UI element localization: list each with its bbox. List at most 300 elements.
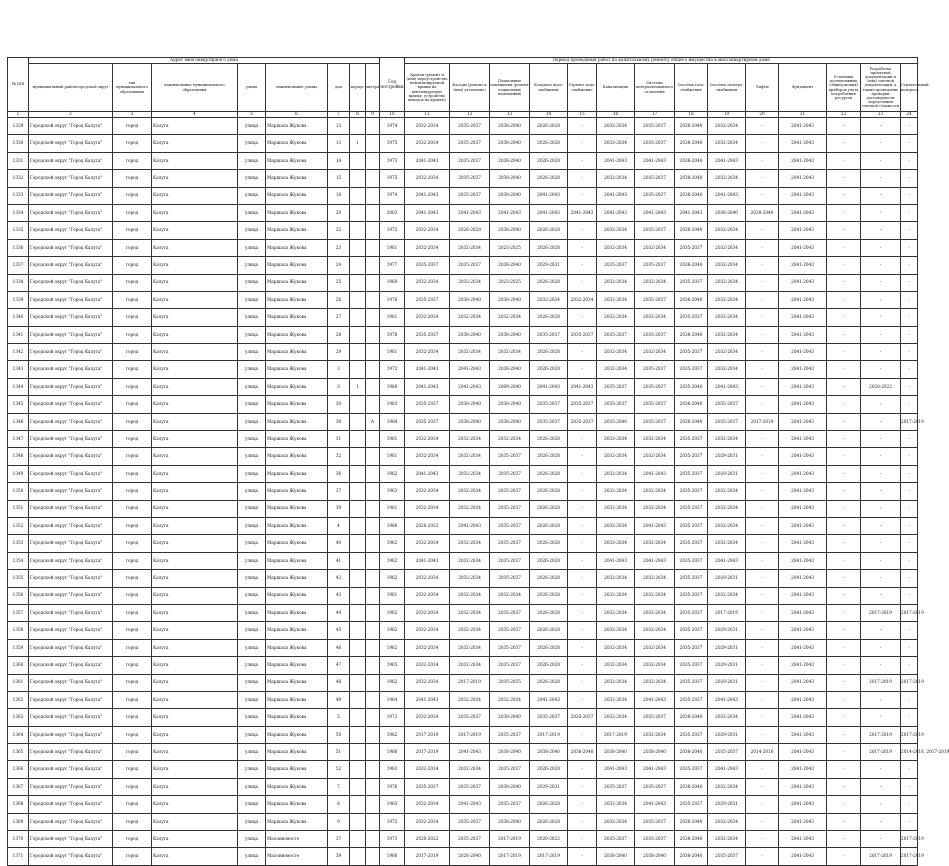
table-cell: Городской округ "Город Калуга" xyxy=(29,413,113,430)
table-cell: 2035-2037 xyxy=(490,570,530,587)
table-cell: - xyxy=(827,326,861,343)
table-cell: Маршала Жукова xyxy=(266,813,328,830)
table-cell xyxy=(350,118,366,135)
table-cell: 2041-2043 xyxy=(779,691,827,708)
table-cell xyxy=(350,831,366,848)
table-cell: 2029-2031 xyxy=(708,796,746,813)
table-cell: Городской округ "Город Калуга" xyxy=(29,483,113,500)
table-cell: 2041-2043 xyxy=(779,483,827,500)
table-cell: 2035-2037 xyxy=(405,396,450,413)
table-cell: - xyxy=(901,517,918,534)
table-cell: город xyxy=(113,622,152,639)
table-cell: 2032-2034 xyxy=(405,118,450,135)
table-cell: улица xyxy=(238,639,266,656)
table-cell: - xyxy=(746,309,779,326)
table-cell: - xyxy=(901,778,918,795)
table-row xyxy=(8,118,918,135)
table-cell: - xyxy=(861,570,901,587)
table-cell: - xyxy=(827,378,861,395)
table-cell xyxy=(350,396,366,413)
table-cell: Маршала Жукова xyxy=(266,744,328,761)
col-header: литера xyxy=(366,64,380,112)
col-number: 17 xyxy=(635,112,675,118)
table-cell: 2029-2031 xyxy=(708,465,746,482)
table-cell: 2035-2037 xyxy=(490,535,530,552)
table-cell: город xyxy=(113,396,152,413)
table-cell: Городской округ "Город Калуга" xyxy=(29,239,113,256)
table-cell: 2017-2019 xyxy=(405,744,450,761)
table-cell: 1359 xyxy=(8,639,29,656)
table-cell: 2026-2028 xyxy=(530,344,568,361)
table-cell: 1365 xyxy=(8,744,29,761)
table-cell: 2041-2043 xyxy=(568,378,597,395)
table-cell: - xyxy=(827,535,861,552)
col-number: 21 xyxy=(779,112,827,118)
table-cell: 2017-2019 xyxy=(597,726,635,743)
table-cell: Городской округ "Город Калуга" xyxy=(29,361,113,378)
table-cell: 2035-2037 xyxy=(675,465,708,482)
table-cell: - xyxy=(827,204,861,221)
table-cell: 2032-2034 xyxy=(450,500,490,517)
table-cell: Калуга xyxy=(152,170,238,187)
table-row xyxy=(8,552,918,569)
table-cell: 1339 xyxy=(8,291,29,308)
table-cell: 2026-2028 xyxy=(530,674,568,691)
table-cell xyxy=(366,135,380,152)
table-cell: Калуга xyxy=(152,587,238,604)
table-cell: 2035-2037 xyxy=(568,396,597,413)
table-cell: город xyxy=(113,291,152,308)
table-cell: - xyxy=(827,431,861,448)
table-cell: - xyxy=(901,813,918,830)
table-cell: 2026-2028 xyxy=(530,465,568,482)
col-header: корпус xyxy=(350,64,366,112)
table-cell xyxy=(366,187,380,204)
table-row xyxy=(8,848,918,865)
table-cell xyxy=(350,361,366,378)
table-cell: Маршала Жукова xyxy=(266,761,328,778)
table-cell: 2035-2037 xyxy=(490,465,530,482)
table-cell: 2038-2040 xyxy=(490,813,530,830)
table-cell: - xyxy=(568,674,597,691)
table-cell: 2032-2034 xyxy=(450,761,490,778)
table-cell: 2029-2031 xyxy=(530,778,568,795)
col-number: 22 xyxy=(827,112,861,118)
table-cell: 1963 xyxy=(380,483,405,500)
table-cell: - xyxy=(861,691,901,708)
table-cell: 2014-2016 xyxy=(746,744,779,761)
table-cell: город xyxy=(113,257,152,274)
table-cell: 2041-2043 xyxy=(708,761,746,778)
col-number: 19 xyxy=(708,112,746,118)
table-cell: 2041-2043 xyxy=(779,796,827,813)
table-cell: Маршала Жукова xyxy=(266,413,328,430)
table-cell: Калуга xyxy=(152,744,238,761)
table-cell: Калуга xyxy=(152,378,238,395)
table-cell: 2041-2043 xyxy=(450,796,490,813)
table-cell: 2038-2040 xyxy=(675,396,708,413)
table-cell: 2026-2028 xyxy=(450,222,490,239)
table-cell: 1973 xyxy=(380,152,405,169)
table-cell: город xyxy=(113,604,152,621)
table-cell: Маршала Жукова xyxy=(266,378,328,395)
table-cell: - xyxy=(568,170,597,187)
table-cell: 2032-2034 xyxy=(597,709,635,726)
table-cell: - xyxy=(901,187,918,204)
table-cell: Городской округ "Город Калуга" xyxy=(29,848,113,865)
table-cell: 2041-2043 xyxy=(450,204,490,221)
table-cell: 2035-2037 xyxy=(490,552,530,569)
table-cell: Городской округ "Город Калуга" xyxy=(29,674,113,691)
table-cell: Калуга xyxy=(152,222,238,239)
table-cell: 2035-2037 xyxy=(450,257,490,274)
table-cell xyxy=(366,570,380,587)
table-cell: 2032-2034 xyxy=(405,274,450,291)
table-cell: 2032-2034 xyxy=(405,135,450,152)
table-cell: 2032-2034 xyxy=(405,309,450,326)
table-cell: 2041-2043 xyxy=(635,691,675,708)
table-cell: - xyxy=(568,465,597,482)
table-cell: 2020-2022 xyxy=(405,517,450,534)
table-cell: улица xyxy=(238,483,266,500)
table-cell: - xyxy=(901,709,918,726)
table-cell: 2035-2037 xyxy=(490,639,530,656)
table-cell: - xyxy=(901,344,918,361)
table-cell: - xyxy=(746,361,779,378)
table-cell: 2026-2028 xyxy=(530,552,568,569)
col-number: 16 xyxy=(597,112,635,118)
table-cell: - xyxy=(746,152,779,169)
table-cell: 2041-2043 xyxy=(675,204,708,221)
table-cell: 2032-2034 xyxy=(450,448,490,465)
table-cell: 1350 xyxy=(8,483,29,500)
table-cell: 1357 xyxy=(8,604,29,621)
table-cell: 2041-2043 xyxy=(779,535,827,552)
table-cell: Калуга xyxy=(152,344,238,361)
col-header: Система электро-снабжения xyxy=(708,64,746,112)
table-cell: 2032-2034 xyxy=(635,239,675,256)
table-cell: 2035-2037 xyxy=(675,344,708,361)
table-cell: 2038-2040 xyxy=(746,204,779,221)
table-cell: 2041-2043 xyxy=(635,517,675,534)
table-cell: 2038-2040 xyxy=(675,831,708,848)
table-row xyxy=(8,309,918,326)
table-cell: Городской округ "Город Калуга" xyxy=(29,587,113,604)
table-cell: улица xyxy=(238,152,266,169)
table-cell: - xyxy=(827,552,861,569)
table-cell: - xyxy=(827,657,861,674)
table-cell: 2020-2022 xyxy=(530,831,568,848)
table-cell: - xyxy=(901,431,918,448)
table-cell: 2038-2040 xyxy=(568,744,597,761)
table-cell: 2038-2040 xyxy=(530,744,568,761)
table-cell xyxy=(350,691,366,708)
table-cell: 2041-2043 xyxy=(450,744,490,761)
table-cell: 27 xyxy=(328,309,350,326)
table-cell: Маршала Жукова xyxy=(266,517,328,534)
table-cell: 2017-2019 xyxy=(861,848,901,865)
table-cell: 2032-2034 xyxy=(597,274,635,291)
table-cell: 2035-2037 xyxy=(675,674,708,691)
table-cell: 1360 xyxy=(8,657,29,674)
table-cell: 2038-2040 xyxy=(675,326,708,343)
table-cell: улица xyxy=(238,622,266,639)
table-cell: Городской округ "Город Калуга" xyxy=(29,831,113,848)
table-cell xyxy=(366,552,380,569)
table-cell: 2032-2034 xyxy=(450,552,490,569)
table-cell: 2032-2034 xyxy=(708,831,746,848)
table-cell: - xyxy=(827,274,861,291)
table-cell: - xyxy=(746,726,779,743)
table-cell: 2041-2043 xyxy=(450,517,490,534)
table-row xyxy=(8,778,918,795)
table-cell: Калуга xyxy=(152,326,238,343)
table-cell: 1961 xyxy=(380,587,405,604)
table-cell: 2035-2037 xyxy=(675,448,708,465)
table-cell: Городской округ "Город Калуга" xyxy=(29,570,113,587)
table-cell: 2035-2037 xyxy=(675,431,708,448)
table-cell: 46 xyxy=(328,639,350,656)
table-cell: 2035-2037 xyxy=(675,309,708,326)
table-cell: 2038-2040 xyxy=(675,170,708,187)
table-cell: - xyxy=(861,483,901,500)
table-cell: 1336 xyxy=(8,239,29,256)
table-cell xyxy=(350,639,366,656)
table-cell: 2035-2037 xyxy=(635,378,675,395)
table-row xyxy=(8,535,918,552)
table-cell: Городской округ "Город Калуга" xyxy=(29,709,113,726)
table-cell: - xyxy=(746,135,779,152)
table-cell: Калуга xyxy=(152,309,238,326)
table-cell: 1972 xyxy=(380,709,405,726)
table-cell: - xyxy=(827,483,861,500)
table-cell: 31 xyxy=(328,431,350,448)
col-number: 9 xyxy=(366,112,380,118)
table-cell: 2026-2028 xyxy=(530,309,568,326)
table-cell xyxy=(366,431,380,448)
table-cell: Калуга xyxy=(152,483,238,500)
table-cell: - xyxy=(861,291,901,308)
table-cell: 1358 xyxy=(8,622,29,639)
table-cell xyxy=(350,552,366,569)
table-cell: 2035-2037 xyxy=(635,118,675,135)
table-cell: 2032-2034 xyxy=(450,483,490,500)
table-cell: - xyxy=(746,639,779,656)
table-cell: 2032-2034 xyxy=(450,604,490,621)
table-cell: 1356 xyxy=(8,587,29,604)
table-cell: Маршала Жукова xyxy=(266,396,328,413)
table-cell: Калуга xyxy=(152,535,238,552)
table-cell: город xyxy=(113,378,152,395)
table-cell: - xyxy=(861,396,901,413)
table-cell: 2032-2034 xyxy=(405,222,450,239)
table-cell xyxy=(366,500,380,517)
table-cell: Калуга xyxy=(152,291,238,308)
table-cell: 2032-2034 xyxy=(597,813,635,830)
table-row xyxy=(8,709,918,726)
table-cell: 2038-2040 xyxy=(450,396,490,413)
table-cell xyxy=(350,204,366,221)
col-header: Система газо-снабжения xyxy=(675,64,708,112)
table-cell: улица xyxy=(238,796,266,813)
table-cell: - xyxy=(861,500,901,517)
table-row xyxy=(8,674,918,691)
table-cell: 2041-2043 xyxy=(530,378,568,395)
table-cell: Маршала Жукова xyxy=(266,448,328,465)
table-cell: 2038-2040 xyxy=(490,118,530,135)
table-cell: - xyxy=(861,761,901,778)
table-cell: - xyxy=(827,622,861,639)
col-number: 24 xyxy=(901,112,918,118)
table-cell: - xyxy=(746,848,779,865)
table-cell: улица xyxy=(238,570,266,587)
table-cell xyxy=(350,587,366,604)
table-cell: 2032-2034 xyxy=(597,570,635,587)
table-cell: 2032-2034 xyxy=(708,309,746,326)
col-header: наименование улицы xyxy=(266,64,328,112)
table-cell: 2041-2043 xyxy=(568,204,597,221)
table-cell: 2035-2037 xyxy=(490,448,530,465)
table-cell: 1962 xyxy=(380,535,405,552)
table-cell: 2026-2028 xyxy=(530,274,568,291)
table-cell: 2017-2019 xyxy=(450,674,490,691)
table-cell: 2032-2034 xyxy=(405,535,450,552)
table-cell: 1976 xyxy=(380,291,405,308)
table-cell: - xyxy=(901,552,918,569)
table-cell: 2041-2043 xyxy=(779,744,827,761)
table-cell: 2032-2034 xyxy=(405,431,450,448)
table-cell: Калуга xyxy=(152,413,238,430)
table-cell: 2032-2034 xyxy=(708,709,746,726)
table-cell: Маршала Жукова xyxy=(266,587,328,604)
table-cell: 7 xyxy=(328,778,350,795)
table-cell: 2041-2043 xyxy=(779,152,827,169)
table-cell: - xyxy=(861,431,901,448)
col-number: 2 xyxy=(29,112,113,118)
table-cell: 1338 xyxy=(8,274,29,291)
table-cell: 2035-2037 xyxy=(675,483,708,500)
table-cell: 2041-2043 xyxy=(779,187,827,204)
table-cell: - xyxy=(746,257,779,274)
table-cell: 2032-2034 xyxy=(597,587,635,604)
table-cell: 2017-2019 xyxy=(490,831,530,848)
table-row xyxy=(8,639,918,656)
table-cell: улица xyxy=(238,535,266,552)
table-cell: город xyxy=(113,187,152,204)
table-cell: 1978 xyxy=(380,326,405,343)
table-cell xyxy=(350,413,366,430)
table-cell: Маршала Жукова xyxy=(266,326,328,343)
table-cell xyxy=(350,344,366,361)
table-cell: 1352 xyxy=(8,517,29,534)
table-cell: 2041-2043 xyxy=(450,361,490,378)
col-header: Строительный контроль xyxy=(901,64,918,112)
table-cell xyxy=(366,813,380,830)
table-cell: 2041-2043 xyxy=(779,517,827,534)
table-cell: Калуга xyxy=(152,118,238,135)
table-cell: 2032-2034 xyxy=(490,344,530,361)
table-cell: Маршала Жукова xyxy=(266,691,328,708)
table-row xyxy=(8,291,918,308)
table-cell: - xyxy=(827,674,861,691)
table-cell: 1330 xyxy=(8,135,29,152)
table-cell: 2035-2037 xyxy=(490,517,530,534)
table-cell: город xyxy=(113,344,152,361)
table-cell: 1349 xyxy=(8,465,29,482)
table-cell xyxy=(350,431,366,448)
table-cell: Маршала Жукова xyxy=(266,535,328,552)
table-cell: Калуга xyxy=(152,761,238,778)
table-cell xyxy=(366,761,380,778)
table-cell: 2032-2034 xyxy=(597,135,635,152)
table-cell: - xyxy=(827,465,861,482)
table-cell: улица xyxy=(238,135,266,152)
table-cell: Калуга xyxy=(152,204,238,221)
table-cell: 28 xyxy=(328,326,350,343)
table-cell: - xyxy=(901,361,918,378)
table-row xyxy=(8,691,918,708)
table-cell: Маршала Жукова xyxy=(266,239,328,256)
table-cell: - xyxy=(827,726,861,743)
table-cell: 2041-2043 xyxy=(597,152,635,169)
table-cell: - xyxy=(861,639,901,656)
table-cell: 2009-2040 xyxy=(490,378,530,395)
table-cell xyxy=(366,257,380,274)
table-cell: Малоиновосте xyxy=(266,831,328,848)
table-cell: 2041-2043 xyxy=(779,674,827,691)
table-cell: 2032-2034 xyxy=(597,604,635,621)
table-cell: - xyxy=(901,448,918,465)
table-cell: 29 xyxy=(328,344,350,361)
table-cell: - xyxy=(861,448,901,465)
table-cell: - xyxy=(746,517,779,534)
table-cell: 2041-2043 xyxy=(530,187,568,204)
table-cell: - xyxy=(861,552,901,569)
table-cell: 2035-2037 xyxy=(597,257,635,274)
table-cell xyxy=(366,274,380,291)
table-cell: 2035-2037 xyxy=(708,744,746,761)
table-cell: Городской округ "Город Калуга" xyxy=(29,274,113,291)
table-cell: Городской округ "Город Калуга" xyxy=(29,535,113,552)
table-cell: 2038-2040 xyxy=(450,326,490,343)
table-cell: 2041-2043 xyxy=(779,291,827,308)
table-cell: 2035-2040 xyxy=(597,413,635,430)
table-cell: 2038-2040 xyxy=(490,222,530,239)
table-cell: Городской округ "Город Калуга" xyxy=(29,500,113,517)
table-cell: город xyxy=(113,848,152,865)
table-cell: 2029-2031 xyxy=(708,570,746,587)
table-cell: 2035-2037 xyxy=(675,796,708,813)
table-cell: Городской округ "Город Калуга" xyxy=(29,326,113,343)
table-cell xyxy=(350,813,366,830)
table-cell: улица xyxy=(238,344,266,361)
table-cell: 2038-2040 xyxy=(490,326,530,343)
table-cell: 2035-2037 xyxy=(635,831,675,848)
table-cell: город xyxy=(113,309,152,326)
table-cell: 1964 xyxy=(380,691,405,708)
table-cell: 2032-2034 xyxy=(405,761,450,778)
table-cell: город xyxy=(113,222,152,239)
table-cell: 30 xyxy=(328,413,350,430)
table-cell: - xyxy=(568,118,597,135)
table-cell: Калуга xyxy=(152,848,238,865)
table-cell: 2041-2043 xyxy=(635,152,675,169)
table-cell: 2032-2034 xyxy=(450,239,490,256)
table-cell: - xyxy=(827,813,861,830)
table-cell: 2032-2034 xyxy=(597,483,635,500)
table-cell: 1368 xyxy=(8,796,29,813)
table-cell: 2032-2034 xyxy=(405,587,450,604)
